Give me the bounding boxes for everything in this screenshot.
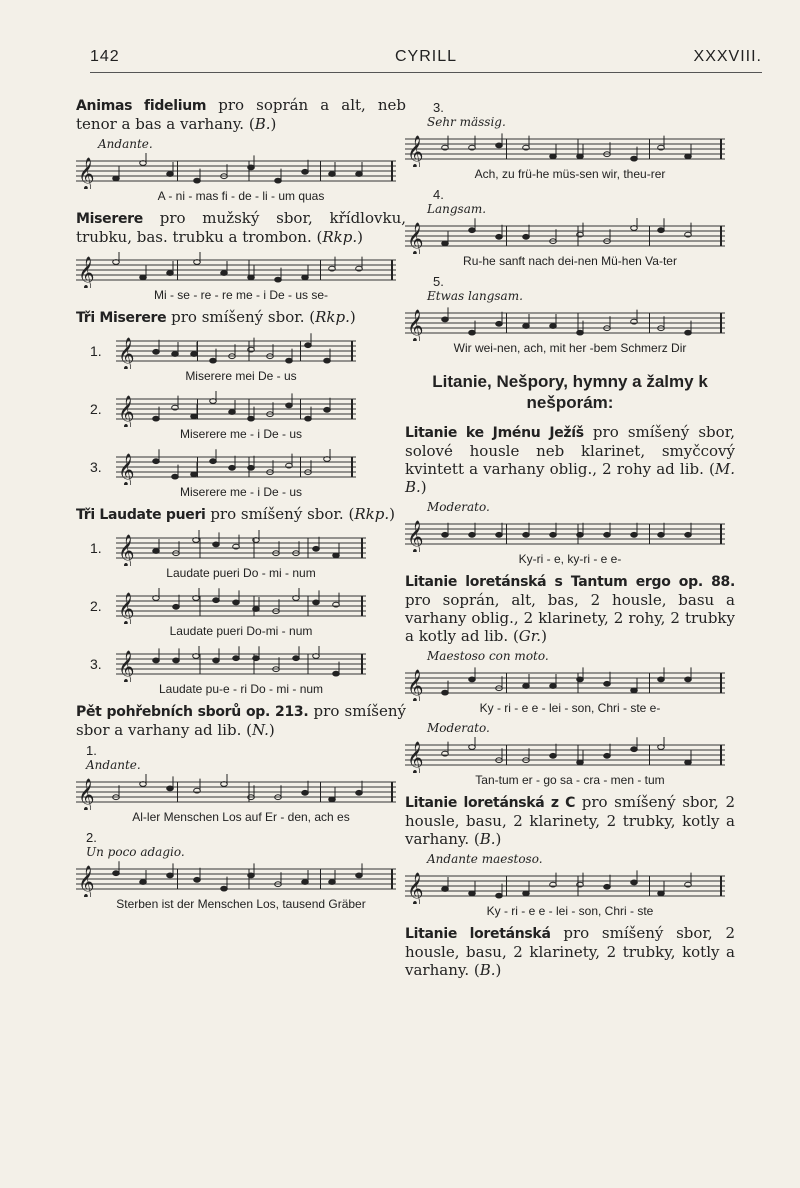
note-head — [191, 414, 198, 419]
note-head — [167, 271, 174, 276]
music-example — [76, 528, 406, 582]
entry-animas: Animas fidelium pro soprán a alt, neb tenor a bas a varhany. (B.) — [76, 96, 407, 133]
staff — [76, 153, 396, 189]
note-head — [442, 241, 449, 246]
note-head — [248, 275, 255, 280]
lyric-line: Miserere mei De - us — [185, 369, 297, 383]
staff — [405, 131, 725, 167]
note-head — [523, 891, 530, 896]
note-head — [113, 871, 120, 876]
music-example — [76, 447, 406, 501]
note-head — [167, 172, 174, 177]
lyric-line: Laudate pueri Do - mi - num — [166, 566, 316, 580]
note-head — [469, 228, 476, 233]
treble-clef-icon: 𝄞 — [118, 534, 135, 566]
note-head — [550, 532, 557, 537]
note-head — [329, 172, 336, 177]
lyric-line: A - ni - mas fi - de - li - um quas — [157, 189, 325, 203]
note-head — [324, 407, 331, 412]
staff — [405, 868, 725, 904]
note-head — [248, 465, 255, 470]
note-head — [496, 893, 503, 898]
note-head — [550, 154, 557, 159]
note-head — [685, 532, 692, 537]
treble-clef-icon: 𝄞 — [118, 453, 135, 485]
note-head — [248, 873, 255, 878]
note-head — [140, 275, 147, 280]
example-number: 1. — [90, 343, 102, 359]
note-head — [496, 532, 503, 537]
note-head — [286, 358, 293, 363]
treble-clef-icon: 𝄞 — [118, 592, 135, 624]
tempo-marking: Maestoso con moto. — [427, 649, 549, 663]
tempo-marking: Moderato. — [427, 721, 490, 735]
note-head — [229, 465, 236, 470]
note-head — [523, 684, 530, 689]
treble-clef-icon: 𝄞 — [407, 222, 424, 254]
lyric-line: Ky - ri - e e - lei - son, Chri - ste — [486, 904, 654, 918]
note-head — [302, 880, 309, 885]
treble-clef-icon: 𝄞 — [78, 157, 95, 189]
page-number: 142 — [90, 48, 120, 65]
treble-clef-icon: 𝄞 — [78, 865, 95, 897]
example-number: 1. — [90, 540, 102, 556]
staff — [405, 305, 725, 341]
example-number: 3. — [433, 100, 444, 115]
note-head — [153, 416, 160, 421]
note-head — [173, 604, 180, 609]
lyric-line: Miserere me - i De - us — [179, 485, 303, 499]
note-head — [305, 416, 312, 421]
note-head — [229, 410, 236, 415]
note-head — [210, 358, 217, 363]
lyric-line: Ky - ri - e e - lei - son, Chri - ste e- — [479, 701, 661, 715]
entry-miserere: Miserere pro mužský sbor, křídlovku, trubku, bas. trubku a trombon. (Rkp.) — [76, 209, 406, 246]
example-number: 2. — [86, 830, 97, 845]
note-head — [153, 349, 160, 354]
tempo-marking: Langsam. — [427, 202, 487, 216]
music-example — [76, 250, 406, 304]
note-head — [442, 887, 449, 892]
note-head — [333, 553, 340, 558]
staff — [116, 333, 356, 369]
note-head — [685, 154, 692, 159]
treble-clef-icon: 𝄞 — [78, 778, 95, 810]
note-head — [631, 156, 638, 161]
treble-clef-icon: 𝄞 — [407, 669, 424, 701]
note-head — [253, 607, 260, 612]
example-number: 3. — [90, 656, 102, 672]
note-head — [631, 688, 638, 693]
music-example — [405, 663, 735, 717]
lyric-line: Mi - se - re - re me - i De - us se- — [153, 288, 329, 302]
note-head — [442, 532, 449, 537]
note-head — [191, 472, 198, 477]
treble-clef-icon: 𝄞 — [407, 872, 424, 904]
example-number: 2. — [90, 401, 102, 417]
tempo-marking: Andante maestoso. — [427, 852, 543, 866]
entry-litanie-c: Litanie loretánská z C pro smíšený sbor, 2 housle, basu, 2 klarinety, 2 trubky, kotly a varhany. (B.) — [405, 793, 735, 848]
note-head — [153, 549, 160, 554]
note-head — [153, 459, 160, 464]
treble-clef-icon: 𝄞 — [78, 256, 95, 288]
treble-clef-icon: 𝄞 — [407, 741, 424, 773]
tempo-marking: Andante. — [98, 137, 153, 151]
note-head — [523, 234, 530, 239]
lyric-line: Ky-ri - e, ky-ri - e e- — [518, 552, 622, 566]
note-head — [550, 684, 557, 689]
note-head — [213, 658, 220, 663]
note-head — [685, 760, 692, 765]
staff — [76, 252, 396, 288]
example-number: 4. — [433, 187, 444, 202]
entry-pet-pohrebnich: Pět pohřebních sborů op. 213. pro smíšený sbor a varhany ad lib. (N.) — [76, 702, 406, 739]
note-head — [329, 797, 336, 802]
lyric-line: Ru-he sanft nach dei-nen Mü-hen Va-ter — [463, 254, 677, 268]
note-head — [577, 532, 584, 537]
staff — [405, 665, 725, 701]
note-head — [685, 330, 692, 335]
note-head — [523, 324, 530, 329]
tempo-marking: Andante. — [86, 758, 141, 772]
note-head — [577, 760, 584, 765]
note-head — [329, 880, 336, 885]
page-header — [90, 48, 762, 73]
note-head — [631, 880, 638, 885]
right-column — [405, 100, 735, 983]
note-head — [604, 753, 611, 758]
note-head — [604, 681, 611, 686]
entry-tri-laudate: Tři Laudate pueri pro smíšený sbor. (Rkp.) — [76, 505, 395, 523]
note-head — [658, 532, 665, 537]
note-head — [194, 178, 201, 183]
note-head — [333, 671, 340, 676]
note-head — [275, 178, 282, 183]
lyric-line: Sterben ist der Menschen Los, tausend Gräber — [116, 897, 366, 911]
note-head — [658, 891, 665, 896]
lyric-line: Tan-tum er - go sa - cra - men - tum — [475, 773, 665, 787]
note-head — [658, 677, 665, 682]
note-head — [469, 891, 476, 896]
note-head — [140, 880, 147, 885]
music-example — [405, 216, 735, 270]
tempo-marking: Sehr mässig. — [427, 115, 506, 129]
entry-litanie-tantum: Litanie loretánská s Tantum ergo op. 88. pro soprán, alt, bas, 2 housle, basu a varhany oblig., 2 klarinety, 2 rohy, 2 trubky a kotly ad lib. (Gr.) — [405, 574, 735, 645]
note-head — [469, 532, 476, 537]
note-head — [577, 330, 584, 335]
note-head — [302, 169, 309, 174]
staff — [76, 774, 396, 810]
note-head — [577, 154, 584, 159]
note-head — [221, 271, 228, 276]
note-head — [248, 416, 255, 421]
note-head — [523, 532, 530, 537]
note-head — [313, 546, 320, 551]
treble-clef-icon: 𝄞 — [118, 650, 135, 682]
entry-tri-miserere: Tři Miserere pro smíšený sbor. (Rkp.) — [76, 308, 356, 326]
note-head — [286, 403, 293, 408]
music-example — [76, 389, 406, 443]
note-head — [213, 542, 220, 547]
music-example — [76, 859, 406, 913]
treble-clef-icon: 𝄞 — [407, 135, 424, 167]
note-head — [191, 352, 198, 357]
music-example — [76, 644, 406, 698]
music-example — [76, 331, 406, 385]
music-example — [405, 303, 735, 357]
music-example — [76, 772, 406, 826]
staff — [405, 737, 725, 773]
music-example — [405, 129, 735, 183]
staff — [405, 516, 725, 552]
staff — [116, 449, 356, 485]
staff — [116, 646, 366, 682]
music-example — [405, 866, 735, 920]
note-head — [210, 459, 217, 464]
music-example — [76, 586, 406, 640]
note-head — [302, 790, 309, 795]
lyric-line: Wir wei-nen, ach, mit her -bem Schmerz Dir — [453, 341, 687, 355]
note-head — [550, 753, 557, 758]
note-head — [173, 658, 180, 663]
note-head — [253, 656, 260, 661]
treble-clef-icon: 𝄞 — [118, 337, 135, 369]
note-head — [469, 330, 476, 335]
tempo-marking: Etwas langsam. — [427, 289, 523, 303]
note-head — [356, 790, 363, 795]
note-head — [550, 324, 557, 329]
note-head — [167, 873, 174, 878]
example-number: 5. — [433, 274, 444, 289]
running-title: CYRILL — [394, 48, 458, 65]
staff — [116, 588, 366, 624]
tempo-marking: Moderato. — [427, 500, 490, 514]
note-head — [324, 358, 331, 363]
note-head — [496, 234, 503, 239]
entry-litanie-jmenu: Litanie ke Jménu Ježíš pro smíšený sbor, solové housle neb klarinet, smyčcový kvintett a varhany oblig., 2 rohy ad lib. (M. B.) — [405, 423, 735, 496]
section-number: XXXVIII. — [693, 48, 762, 65]
note-head — [658, 228, 665, 233]
treble-clef-icon: 𝄞 — [407, 309, 424, 341]
section-heading: Litanie, Nešpory, hymny a žalmy k nešporám: — [432, 372, 708, 412]
note-head — [313, 600, 320, 605]
note-head — [302, 275, 309, 280]
note-head — [685, 677, 692, 682]
example-number: 3. — [90, 459, 102, 475]
lyric-line: Al-ler Menschen Los auf Er - den, ach es — [132, 810, 350, 824]
note-head — [469, 677, 476, 682]
note-head — [604, 532, 611, 537]
music-example — [405, 735, 735, 789]
lyric-line: Miserere me - i De - us — [179, 427, 303, 441]
note-head — [604, 884, 611, 889]
note-head — [305, 343, 312, 348]
note-head — [293, 656, 300, 661]
staff — [405, 218, 725, 254]
note-head — [213, 598, 220, 603]
treble-clef-icon: 𝄞 — [118, 395, 135, 427]
note-head — [233, 656, 240, 661]
note-head — [577, 677, 584, 682]
lyric-line: Laudate pu-e - ri Do - mi - num — [158, 682, 324, 696]
note-head — [356, 873, 363, 878]
note-head — [496, 321, 503, 326]
note-head — [631, 532, 638, 537]
note-head — [248, 165, 255, 170]
note-head — [194, 877, 201, 882]
note-head — [172, 474, 179, 479]
note-head — [496, 143, 503, 148]
note-head — [113, 176, 120, 181]
example-number: 1. — [86, 743, 97, 758]
note-head — [167, 786, 174, 791]
music-example — [76, 151, 406, 205]
note-head — [275, 277, 282, 282]
note-head — [631, 747, 638, 752]
note-head — [172, 352, 179, 357]
music-example — [405, 514, 735, 568]
staff — [116, 530, 366, 566]
note-head — [221, 886, 228, 891]
note-head — [153, 658, 160, 663]
note-head — [442, 317, 449, 322]
lyric-line: Laudate pueri Do-mi - num — [169, 624, 313, 638]
lyric-line: Ach, zu frü-he müs-sen wir, theu-rer — [474, 167, 666, 181]
staff — [76, 861, 396, 897]
note-head — [356, 172, 363, 177]
treble-clef-icon: 𝄞 — [407, 520, 424, 552]
tempo-marking: Un poco adagio. — [86, 845, 185, 859]
note-head — [233, 600, 240, 605]
example-number: 2. — [90, 598, 102, 614]
note-head — [442, 690, 449, 695]
left-column — [76, 96, 406, 917]
entry-litanie-loretanska: Litanie loretánská pro smíšený sbor, 2 housle, basu, 2 klarinety, 2 trubky, kotly a varhany. (B.) — [405, 924, 735, 979]
staff — [116, 391, 356, 427]
